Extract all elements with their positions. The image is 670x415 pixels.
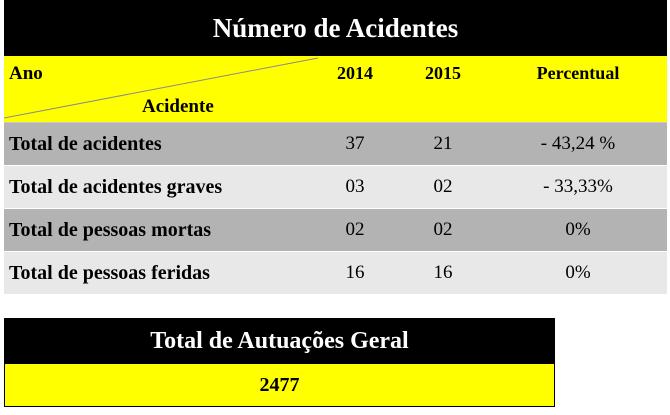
total-value: 2477 bbox=[4, 364, 555, 407]
table-row bbox=[4, 209, 667, 252]
cell-2015: 02 bbox=[433, 176, 453, 197]
cell-2014: 02 bbox=[345, 219, 365, 240]
cell-2014: 16 bbox=[345, 262, 365, 283]
row-label: Total de pessoas mortas bbox=[9, 218, 212, 241]
row-label: Total de acidentes graves bbox=[9, 175, 223, 198]
col-header-2015: 2015 bbox=[425, 63, 461, 83]
cell-2015: 21 bbox=[433, 133, 453, 154]
cell-percentual: - 43,24 % bbox=[540, 133, 616, 154]
row-label: Total de pessoas feridas bbox=[9, 261, 210, 284]
total-autuacoes-box bbox=[4, 318, 555, 407]
cell-percentual: 0% bbox=[565, 262, 591, 283]
total-title: Total de Autuações Geral bbox=[4, 318, 555, 364]
table-row bbox=[4, 252, 667, 295]
table-row bbox=[4, 123, 667, 166]
table-title: Número de Acidentes bbox=[4, 0, 667, 56]
cell-2015: 16 bbox=[433, 262, 453, 283]
accidents-table bbox=[4, 0, 667, 295]
cell-2015: 02 bbox=[433, 219, 453, 240]
column-header-label: Acidente bbox=[142, 96, 214, 117]
header-row bbox=[4, 56, 667, 123]
row-label: Total de acidentes bbox=[9, 132, 162, 155]
cell-percentual: - 33,33% bbox=[543, 176, 613, 197]
col-header-percentual: Percentual bbox=[536, 63, 620, 83]
cell-2014: 03 bbox=[345, 176, 365, 197]
cell-percentual: 0% bbox=[565, 219, 591, 240]
cell-2014: 37 bbox=[345, 133, 365, 154]
col-header-2014: 2014 bbox=[337, 63, 373, 83]
row-header-label: Ano bbox=[9, 63, 43, 84]
table-row bbox=[4, 166, 667, 209]
